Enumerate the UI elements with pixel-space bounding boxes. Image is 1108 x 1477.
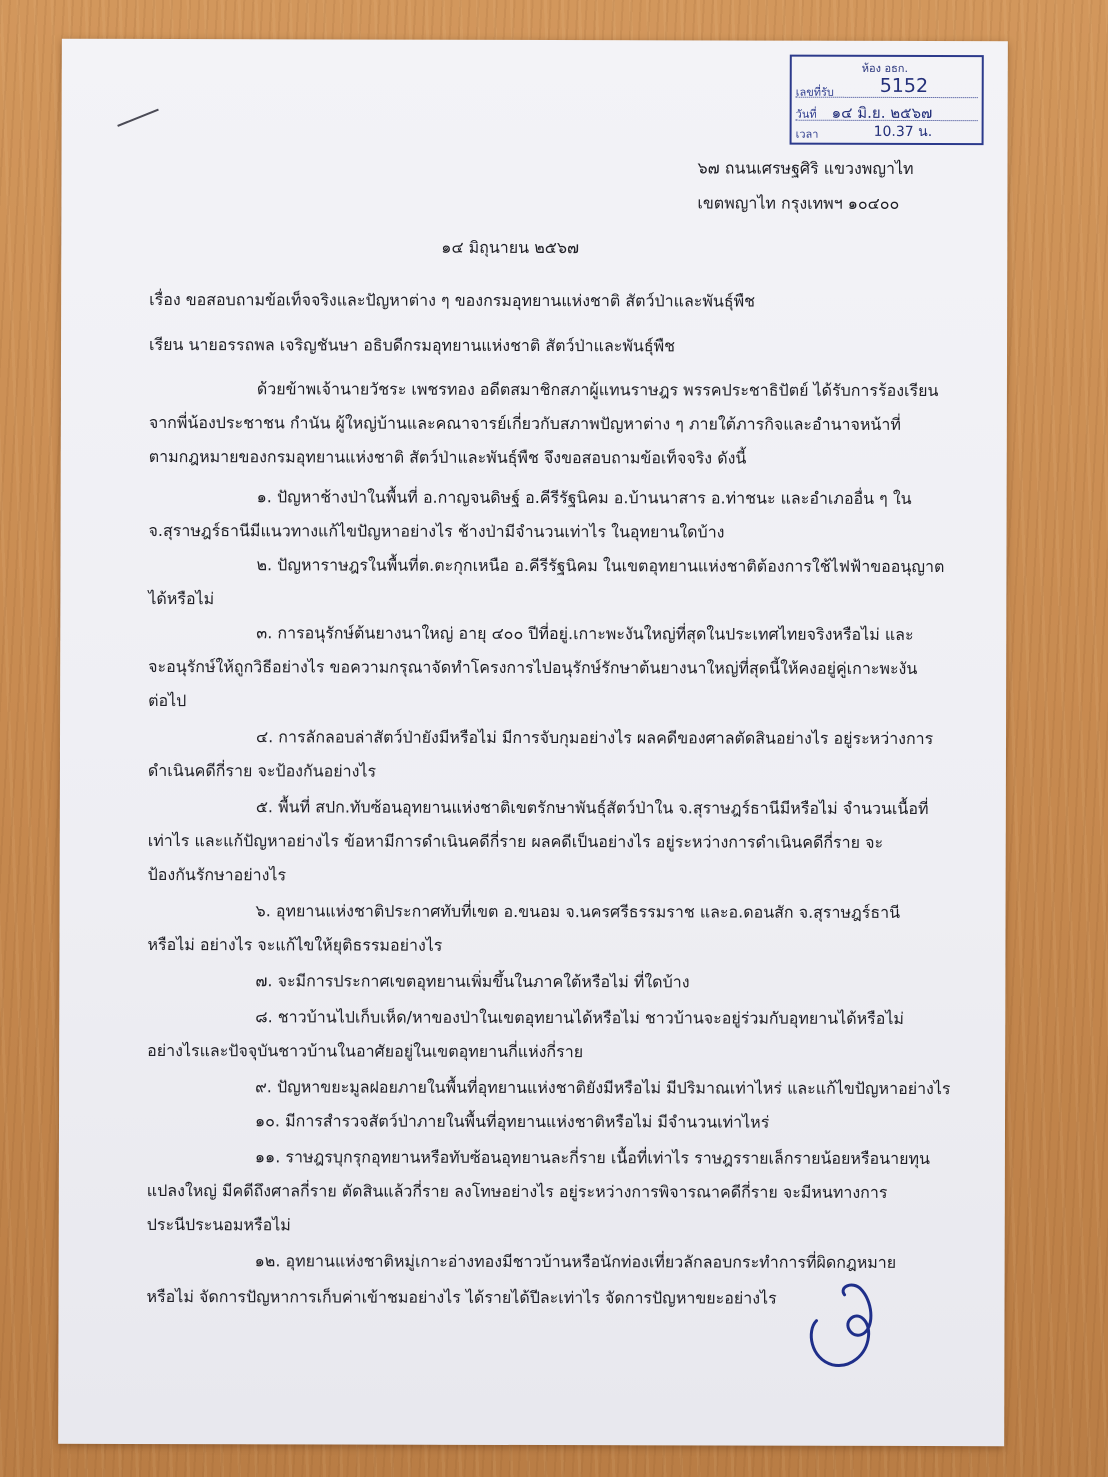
item-8-line: ๘. ชาวบ้านไปเก็บเห็ด/หาของป่าในเขตอุทยานได้หรือไม่ ชาวบ้านจะอยู่ร่วมกับอุทยานได้หรือไม่ bbox=[255, 1007, 905, 1028]
address-line-2: เขตพญาไท กรุงเทพฯ ๑๐๔๐๐ bbox=[697, 193, 900, 213]
handwritten-signature bbox=[798, 1281, 918, 1381]
item-5-line: ป้องกันรักษาอย่างไร bbox=[147, 864, 287, 885]
item-5-line: เท่าไร และแก้ปัญหาอย่างไร ข้อหามีการดำเนินคดีกี่ราย ผลคดีเป็นอย่างไร อยู่ระหว่างการดำเนินคดีกี่ราย จะ bbox=[147, 830, 884, 852]
item-10-line: ๑๐. มีการสำรวจสัตว์ป่าภายในพื้นที่อุทยานแห่งชาติหรือไม่ มีจำนวนเท่าไหร่ bbox=[254, 1111, 770, 1132]
item-4-line: ๔. การลักลอบล่าสัตว์ป่ายังมีหรือไม่ มีการจับกุมอย่างไร ผลคดีของศาลตัดสินอย่างไร อยู่ระหว่างการ bbox=[255, 727, 934, 749]
item-11-line: ๑๑. ราษฎรบุกรุกอุทยานหรือทับซ้อนอุทยานละกี่ราย เนื้อที่เท่าไร ราษฎรรายเล็กรายน้อยหรือนายทุน bbox=[254, 1147, 930, 1169]
stamp-receipt-label: เลขที่รับ bbox=[795, 85, 834, 99]
item-3-line: จะอนุรักษ์ให้ถูกวิธีอย่างไร ขอความกรุณาจัดทำโครงการไปอนุรักษ์รักษาต้นยางนาใหญ่ที่สุดนี้ให้คงอยู่คู่เกาะพะงัน bbox=[148, 656, 918, 679]
item-9-line: ๙. ปัญหาขยะมูลฝอยภายในพื้นที่อุทยานแห่งชาติยังมีหรือไม่ มีปริมาณเท่าไหร่ และแก้ไขปัญหาอย่างไร bbox=[255, 1077, 951, 1099]
stamp-time-label: เวลา bbox=[795, 127, 819, 141]
pen-mark bbox=[117, 109, 159, 127]
letter-page bbox=[58, 39, 1008, 1446]
address-line-1: ๖๗ ถนนเศรษฐศิริ แขวงพญาไท bbox=[697, 158, 914, 178]
stamp-office: ห้อง อธก. bbox=[861, 61, 908, 75]
item-3-line: ๓. การอนุรักษ์ต้นยางนาใหญ่ อายุ ๔๐๐ ปีที่อยู่.เกาะพะงันใหญ่ที่สุดในประเทศไทยจริงหรือไม่ และ bbox=[256, 623, 914, 644]
item-4-line: ดำเนินคดีกี่ราย จะป้องกันอย่างไร bbox=[147, 760, 377, 781]
item-1-line: จ.สุราษฎร์ธานีมีแนวทางแก้ไขปัญหาอย่างไร ช้างป่ามีจำนวนเท่าไร ในอุทยานใดบ้าง bbox=[148, 520, 725, 542]
receipt-stamp bbox=[790, 55, 984, 146]
item-5-line: ๕. พื้นที่ สปก.ทับซ้อนอุทยานแห่งชาติเขตรักษาพันธุ์สัตว์ป่าใน จ.สุราษฎร์ธานีมีหรือไม่ จำนวนเนื้อที่ bbox=[255, 797, 929, 819]
item-12-line: หรือไม่ จัดการปัญหาการเก็บค่าเข้าชมอย่างไร ได้รายได้ปีละเท่าไร จัดการปัญหาขยะอย่างไร bbox=[146, 1286, 777, 1308]
stamp-date-value: ๑๔ มิ.ย. ๒๕๖๗ bbox=[831, 103, 933, 123]
letter-date: ๑๔ มิถุนายน ๒๕๖๗ bbox=[441, 237, 580, 258]
item-6-line: ๖. อุทยานแห่งชาติประกาศทับที่เขต อ.ขนอม จ.นครศรีธรรมราช และอ.ดอนสัก จ.สุราษฎร์ธานี bbox=[255, 901, 901, 922]
intro-line: ด้วยข้าพเจ้านายวัชระ เพชรทอง อดีตสมาชิกสภาผู้แทนราษฎร พรรคประชาธิปัตย์ ได้รับการร้องเรียน bbox=[256, 379, 939, 401]
stamp-time-value: 10.37 น. bbox=[873, 123, 933, 141]
salutation-line: เรียน นายอรรถพล เจริญชันษา อธิบดีกรมอุทยานแห่งชาติ สัตว์ป่าและพันธุ์พืช bbox=[149, 334, 676, 356]
item-8-line: อย่างไรและปัจจุบันชาวบ้านในอาศัยอยู่ในเขตอุทยานกี่แห่งกี่ราย bbox=[147, 1040, 584, 1062]
stamp-receipt-no: 5152 bbox=[879, 74, 929, 98]
item-11-line: แปลงใหญ่ มีคดีถึงศาลกี่ราย ตัดสินแล้วกี่ราย ลงโทษอย่างไร อยู่ระหว่างการพิจารณาคดีกี่ราย จะมีหนทางการ bbox=[146, 1180, 888, 1202]
item-2-line: ๒. ปัญหาราษฎรในพื้นที่ต.ตะกุกเหนือ อ.คีรีรัฐนิคม ในเขตอุทยานแห่งชาติต้องการใช้ไฟฟ้าขออนุญาต bbox=[256, 555, 945, 577]
item-2-line: ได้หรือไม่ bbox=[148, 588, 215, 609]
item-11-line: ประนีประนอมหรือไม่ bbox=[146, 1214, 291, 1235]
item-12-line: ๑๒. อุทยานแห่งชาติหมู่เกาะอ่างทองมีชาวบ้านหรือนักท่องเที่ยวลักลอบกระทำการที่ผิดกฎหมาย bbox=[254, 1251, 897, 1272]
item-6-line: หรือไม่ อย่างไร จะแก้ไขให้ยุติธรรมอย่างไร bbox=[147, 934, 443, 955]
item-1-line: ๑. ปัญหาช้างป่าในพื้นที่ อ.กาญจนดิษฐ์ อ.คีรีรัฐนิคม อ.บ้านนาสาร อ.ท่าชนะ และอำเภออื่น ๆ ใน bbox=[256, 487, 912, 508]
intro-line: จากพี่น้องประชาชน กำนัน ผู้ใหญ่บ้านและคณาจารย์เกี่ยวกับสภาพปัญหาต่าง ๆ ภายใต้ภารกิจและอำนาจหน้าที่ bbox=[148, 412, 901, 434]
item-7-line: ๗. จะมีการประกาศเขตอุทยานเพิ่มขึ้นในภาคใต้หรือไม่ ที่ใดบ้าง bbox=[255, 971, 690, 992]
stamp-date-label: วันที่ bbox=[795, 107, 817, 121]
intro-line: ตามกฎหมายของกรมอุทยานแห่งชาติ สัตว์ป่าและพันธุ์พืช จึงขอสอบถามข้อเท็จจริง ดังนี้ bbox=[148, 446, 747, 468]
item-3-line: ต่อไป bbox=[148, 690, 187, 711]
subject-line: เรื่อง ขอสอบถามข้อเท็จจริงและปัญหาต่าง ๆ ของกรมอุทยานแห่งชาติ สัตว์ป่าและพันธุ์พืช bbox=[149, 289, 756, 311]
